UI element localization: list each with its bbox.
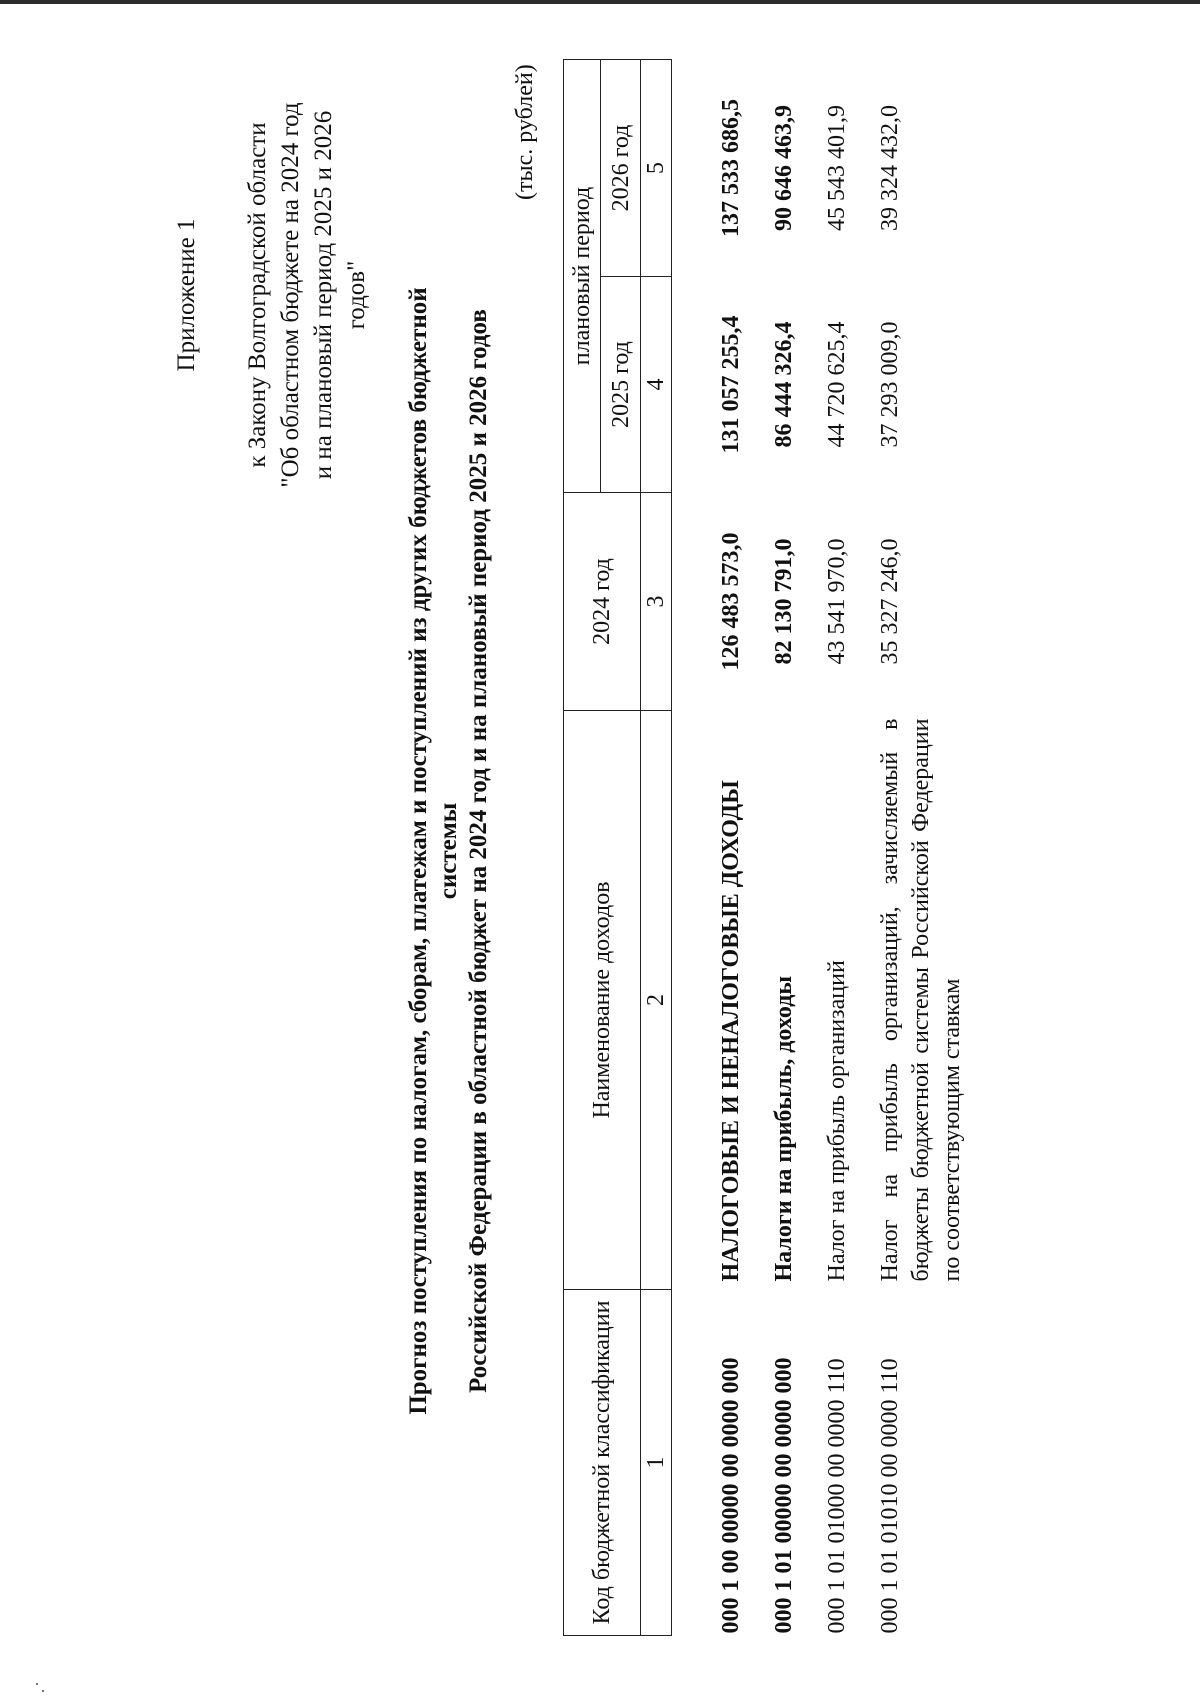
row-code: 000 1 01 01010 00 0000 110	[877, 1358, 903, 1634]
appendix-law-line: к Закону Волгоградской области	[244, 122, 271, 468]
appendix-block	[170, 80, 373, 510]
row-name: Налог на прибыль организаций, зачисляемый в бюджеты бюджетной системы Российской Федерации по соответствующим ставкам	[877, 718, 965, 1282]
header-2024: 2024 год	[564, 493, 641, 711]
row-value-2026: 45 543 401,9	[824, 105, 850, 231]
column-number: 4	[641, 277, 672, 493]
table-row	[863, 59, 978, 1635]
row-value-2025: 37 293 009,0	[877, 321, 903, 448]
row-value-2026: 39 324 432,0	[877, 105, 903, 231]
row-name: Налоги на прибыль, доходы	[771, 975, 797, 1282]
row-value-2026: 137 533 686,5	[718, 99, 744, 237]
revenue-table	[563, 59, 978, 1636]
row-value-2024: 43 541 970,0	[824, 538, 850, 665]
appendix-law-title-line: "Об областном бюджете на 2024 год	[277, 102, 304, 488]
column-number: 2	[641, 711, 672, 1290]
row-name: НАЛОГОВЫЕ И НЕНАЛОГОВЫЕ ДОХОДЫ	[718, 780, 744, 1282]
document-title-line-2: Российской Федерации в областной бюджет на 2024 год и на плановый период 2025 и 2026 годов	[465, 309, 492, 1393]
column-number: 5	[641, 59, 672, 276]
column-number: 1	[641, 1290, 672, 1636]
row-value-2024: 35 327 246,0	[877, 538, 903, 665]
row-value-2025: 131 057 255,4	[718, 315, 744, 454]
column-number: 3	[641, 493, 672, 711]
row-value-2024: 126 483 573,0	[718, 532, 744, 671]
row-value-2025: 44 720 625,4	[824, 321, 850, 448]
row-value-2024: 82 130 791,0	[771, 538, 797, 665]
header-code: Код бюджетной классификации	[564, 1290, 641, 1636]
document-title-line-1: Прогноз поступления по налогам, сборам, платежам и поступлений из других бюджетов бюджетной системы	[405, 287, 462, 1415]
row-value-2026: 90 646 463,9	[771, 105, 797, 231]
appendix-label: Приложение 1	[173, 218, 200, 372]
header-name: Наименование доходов	[564, 711, 641, 1290]
table-row	[757, 59, 810, 1635]
row-value-2025: 86 444 326,4	[771, 321, 797, 448]
table-row	[810, 59, 863, 1635]
header-2025: 2025 год	[601, 277, 641, 493]
header-planning-period: плановый период	[564, 59, 601, 492]
row-code: 000 1 01 01000 00 0000 110	[824, 1358, 850, 1634]
row-code: 000 1 00 00000 00 0000 000	[718, 1357, 744, 1634]
table-row	[672, 59, 758, 1635]
row-code: 000 1 01 00000 00 0000 000	[771, 1357, 797, 1634]
unit-label: (тыс. рублей)	[512, 64, 538, 200]
appendix-law-period-line: и на плановый период 2025 и 2026 годов"	[310, 110, 370, 480]
row-name: Налог на прибыль организаций	[824, 960, 850, 1282]
header-2026: 2026 год	[601, 59, 641, 276]
document-title	[404, 236, 494, 1466]
